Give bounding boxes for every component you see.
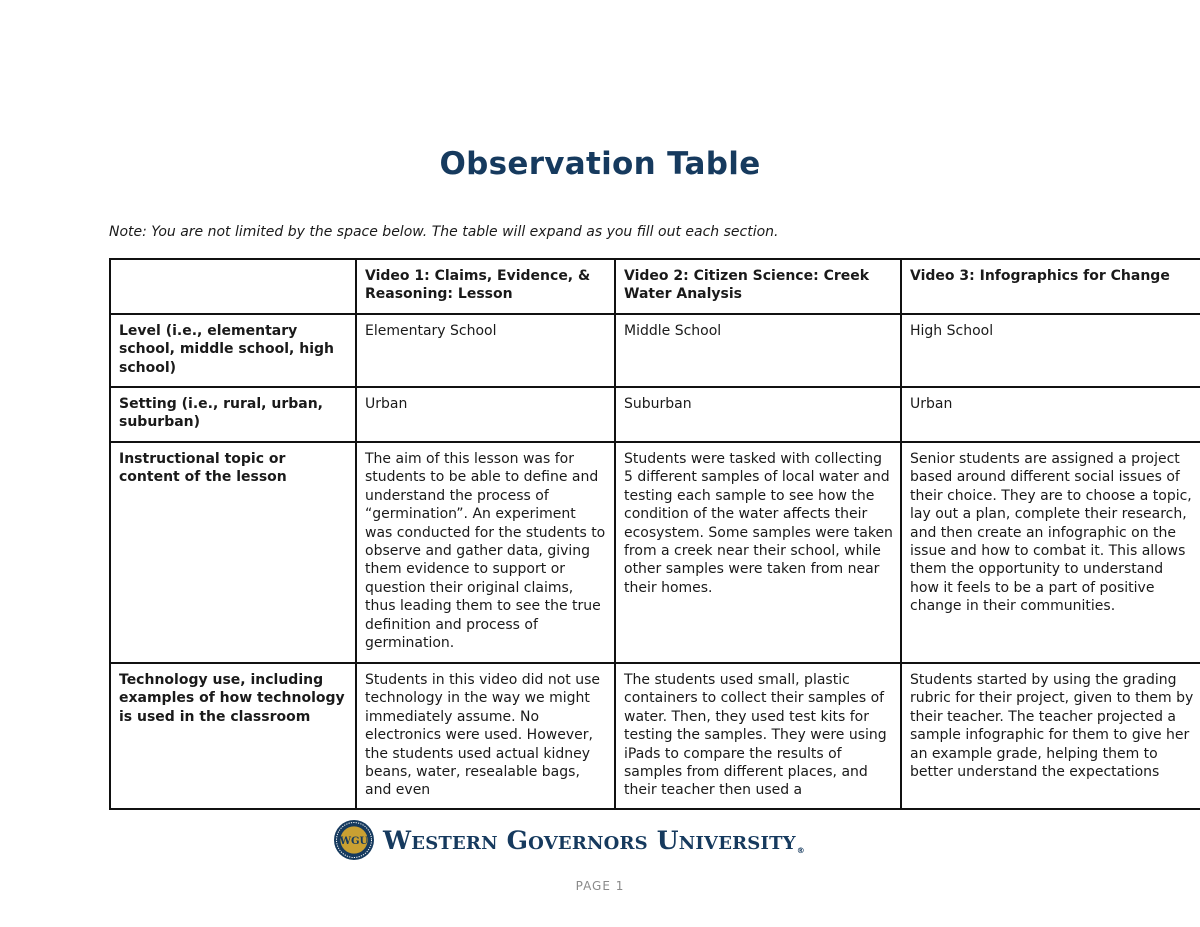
table-row-setting (110, 387, 1200, 442)
cell-technology-video-2[interactable]: The students used small, plastic containers to collect their samples of water. Then, they used test kits for testing the samples. They were using iPads to compare the results of samples from different places, and their teacher then used a (615, 663, 901, 809)
header-cell-video-1[interactable]: Video 1: Claims, Evidence, & Reasoning: Lesson (356, 259, 615, 314)
cell-level-video-3[interactable]: High School (901, 314, 1200, 387)
cell-setting-video-1[interactable]: Urban (356, 387, 615, 442)
row-label-setting: Setting (i.e., rural, urban, suburban) (110, 387, 356, 442)
page-title: Observation Table (439, 146, 761, 182)
row-label-level: Level (i.e., elementary school, middle school, high school) (110, 314, 356, 387)
header-cell-video-3[interactable]: Video 3: Infographics for Change (901, 259, 1200, 314)
cell-topic-video-1[interactable]: The aim of this lesson was for students to be able to define and understand the process of “germination”. An experiment was conducted for the students to observe and gather data, giving them evidence to support or question their original claims, thus leading them to see the true definition and process of germination. (356, 442, 615, 663)
observation-table (109, 258, 1200, 810)
page-number: PAGE 1 (575, 879, 625, 893)
row-label-topic: Instructional topic or content of the lesson (110, 442, 356, 663)
table-header-row (110, 259, 1200, 314)
cell-topic-video-2[interactable]: Students were tasked with collecting 5 different samples of local water and testing each sample to see how the condition of the water affects their ecosystem. Some samples were taken from a creek near their school, while other samples were taken from near their homes. (615, 442, 901, 663)
cell-technology-video-3[interactable]: Students started by using the grading rubric for their project, given to them by their teacher. The teacher projected a sample infographic for them to give her an example grade, helping them to better understand the expectations (901, 663, 1200, 809)
cell-technology-video-1[interactable]: Students in this video did not use technology in the way we might immediately assume. No electronics were used. However, the students used actual kidney beans, water, resealable bags, and even (356, 663, 615, 809)
cell-level-video-1[interactable]: Elementary School (356, 314, 615, 387)
table-row-topic (110, 442, 1200, 663)
cell-setting-video-2[interactable]: Suburban (615, 387, 901, 442)
table-row-technology (110, 663, 1200, 809)
seal-letters: WGU (339, 836, 369, 847)
university-seal-icon (333, 819, 375, 861)
row-label-technology: Technology use, including examples of how technology is used in the classroom (110, 663, 356, 809)
trademark-symbol: ® (796, 845, 805, 855)
header-cell-empty[interactable] (110, 259, 356, 314)
cell-setting-video-3[interactable]: Urban (901, 387, 1200, 442)
header-cell-video-2[interactable]: Video 2: Citizen Science: Creek Water Analysis (615, 259, 901, 314)
wgu-logo (333, 818, 805, 862)
university-wordmark (383, 826, 805, 855)
instruction-note: Note: You are not limited by the space below. The table will expand as you fill out each section. (109, 224, 779, 240)
cell-level-video-2[interactable]: Middle School (615, 314, 901, 387)
wordmark-text: Western Governors University (383, 825, 796, 855)
cell-topic-video-3[interactable]: Senior students are assigned a project based around different social issues of their choice. They are to choose a topic, lay out a plan, complete their research, and then create an infographic on the issue and how to combat it. This allows them the opportunity to understand how it feels to be a part of positive change in their communities. (901, 442, 1200, 663)
table-row-level (110, 314, 1200, 387)
